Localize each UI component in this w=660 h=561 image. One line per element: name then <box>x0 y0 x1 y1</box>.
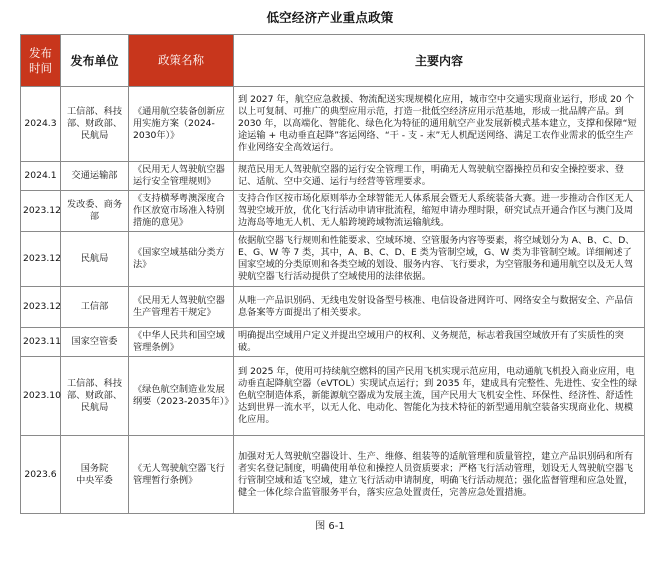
header-date-line2: 时间 <box>29 60 52 75</box>
row-policy-name: 《通用航空装备创新应用实施方案（2024-2030年）》 <box>129 87 234 162</box>
row-content: 依据航空器飞行规则和性能要求、空域环境、空管服务内容等要素，将空域划分为 A、B、C、D、E、G、W 等 7 类，其中，A、B、C、D、E 类为管制空域，G、W 类为非管制空域。详细阐述了国家空域的分类原则和各类空域的划设、服务内容、飞行要求，为空管服务和通用航空以及无人驾驶航空器飞行活动提供了空域使用的法律依据。 <box>234 232 645 287</box>
row-unit: 民航局 <box>61 232 129 287</box>
table-row <box>21 328 645 357</box>
row-content: 规范民用无人驾驶航空器的运行安全管理工作，明确无人驾驶航空器操控员和安全操控要求、登记、适航、空中交通、运行与经营等管理要求。 <box>234 162 645 191</box>
row-content: 从唯一产品识别码、无线电发射设备型号核准、电信设备进网许可、网络安全与数据安全、产品信息备案等方面提出了相关要求。 <box>234 287 645 328</box>
row-date: 2023.12 <box>21 232 61 287</box>
row-date: 2023.12 <box>21 191 61 232</box>
row-date: 2023.6 <box>21 436 61 514</box>
table-row <box>21 436 645 514</box>
row-unit: 工信部、科技部、财政部、民航局 <box>61 87 129 162</box>
table-row <box>21 191 645 232</box>
row-unit <box>61 436 129 514</box>
row-date: 2023.12 <box>21 287 61 328</box>
row-unit-line1: 国务院 <box>80 462 109 474</box>
row-content: 加强对无人驾驶航空器设计、生产、维修、组装等的适航管理和质量管控，建立产品识别码和所有者实名登记制度，明确使用单位和操控人员资质要求；严格飞行活动管理，划设无人驾驶航空器飞行管制空域和适飞空域，建立飞行活动申请制度，明确飞行活动规范；强化监督管理和应急处置，健全一体化综合监管服务平台，落实应急处置责任，完善应急处置措施。 <box>234 436 645 514</box>
header-date <box>21 35 61 87</box>
policy-table <box>20 34 645 514</box>
row-content: 明确提出空域用户定义并提出空域用户的权利、义务规范，标志着我国空域放开有了实质性的突破。 <box>234 328 645 357</box>
row-content: 到 2027 年，航空应急救援、物流配送实现规模化应用，城市空中交通实现商业运行，形成 20 个以上可复制、可推广的典型应用示范，打造一批低空经济应用示范基地，形成一批品牌产品。到 2030 年，以高端化、智能化、绿色化为特征的通用航空产业发展新模式基本建立，支撑和保障“短途运输 + 电动垂直起降”客运网络、“干 - 支 - 末”无人机配送网络、满足工农作业需求的低空生产作业网络安全高效运行。 <box>234 87 645 162</box>
row-date: 2024.1 <box>21 162 61 191</box>
table-row <box>21 87 645 162</box>
row-policy-name: 《民用无人驾驶航空器生产管理若干规定》 <box>129 287 234 328</box>
row-unit: 国家空管委 <box>61 328 129 357</box>
page-title: 低空经济产业重点政策 <box>266 10 394 25</box>
row-date: 2024.3 <box>21 87 61 162</box>
row-policy-name: 《无人驾驶航空器飞行管理暂行条例》 <box>129 436 234 514</box>
table-header-row <box>21 35 645 87</box>
row-unit: 交通运输部 <box>61 162 129 191</box>
header-name: 政策名称 <box>129 35 234 87</box>
row-unit: 发改委、商务部 <box>61 191 129 232</box>
header-date-line1: 发布 <box>29 45 52 60</box>
row-date: 2023.11 <box>21 328 61 357</box>
header-content: 主要内容 <box>234 35 645 87</box>
row-policy-name: 《支持横琴粤澳深度合作区放宽市场准入特别措施的意见》 <box>129 191 234 232</box>
row-policy-name: 《民用无人驾驶航空器运行安全管理规则》 <box>129 162 234 191</box>
row-unit: 工信部、科技部、财政部、民航局 <box>61 357 129 436</box>
table-row <box>21 162 645 191</box>
table-row <box>21 232 645 287</box>
row-content: 到 2025 年，使用可持续航空燃料的国产民用飞机实现示范应用，电动通航飞机投入商业应用，电动垂直起降航空器（eVTOL）实现试点运行；到 2035 年，建成具有完整性、先进性、安全性的绿色航空制造体系，新能源航空器成为发展主流，国产民用大飞机安全性、环保性、经济性、舒适性达到世界一流水平，以无人化、电动化、智能化为技术特征的新型通用航空装备实现商业化、规模化应用。 <box>234 357 645 436</box>
table-row <box>21 357 645 436</box>
header-unit: 发布单位 <box>61 35 129 87</box>
row-content: 支持合作区按市场化原则举办全球智能无人体系展会暨无人系统装备大赛。进一步推动合作区无人驾驶空域开放，优化飞行活动申请审批流程，缩短申请办理时限，研究试点开通合作区与澳门及周边海岛等地无人机、无人船跨境跨域物流运输航线。 <box>234 191 645 232</box>
row-policy-name: 《绿色航空制造业发展纲要（2023-2035年）》 <box>129 357 234 436</box>
table-row <box>21 287 645 328</box>
figure-caption: 图 6-1 <box>315 521 345 532</box>
row-policy-name: 《国家空域基础分类方法》 <box>129 232 234 287</box>
row-unit-line2: 中央军委 <box>76 474 113 486</box>
row-unit: 工信部 <box>61 287 129 328</box>
row-policy-name: 《中华人民共和国空域管理条例》 <box>129 328 234 357</box>
row-date: 2023.10 <box>21 357 61 436</box>
